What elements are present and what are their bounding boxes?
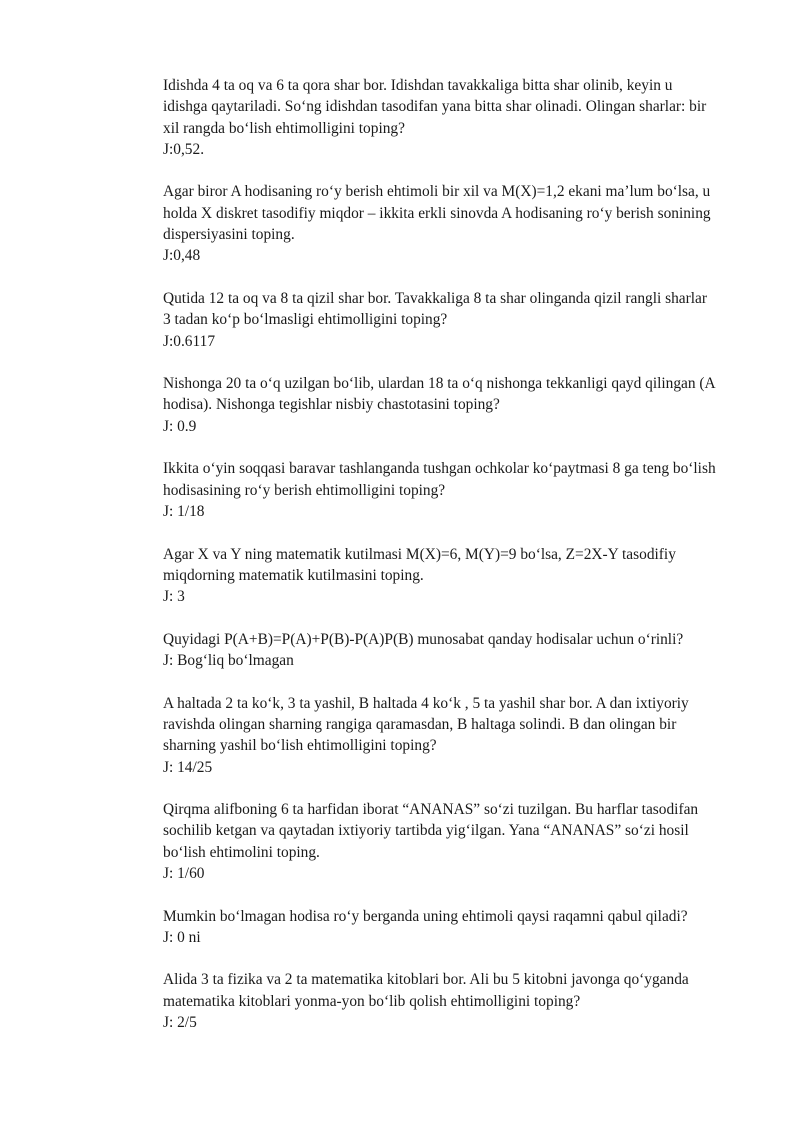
question-text: Mumkin bo‘lmagan hodisa ro‘y berganda uning ehtimoli qaysi raqamni qabul qiladi? xyxy=(163,907,688,925)
question-item-10 xyxy=(163,906,753,949)
question-text: A haltada 2 ta ko‘k, 3 ta yashil, B haltada 4 ko‘k , 5 ta yashil shar bor. A dan ixtiyoriy ravishda olingan sharning rangiga qaramasdan, B haltaga solindi. B dan olingan bir sharning yashil bo‘lish ehtimolligini toping? xyxy=(163,694,689,755)
question-item-8 xyxy=(163,693,753,778)
answer-text: J: 2/5 xyxy=(163,1014,197,1032)
question-item-4 xyxy=(163,373,753,437)
answer-text: J: 0 ni xyxy=(163,928,201,946)
question-item-6 xyxy=(163,544,753,608)
question-text: Alida 3 ta fizika va 2 ta matematika kitoblari bor. Ali bu 5 kitobni javonga qo‘yganda matematika kitoblari yonma-yon bo‘lib qolish ehtimolligini toping? xyxy=(163,971,689,1010)
question-text: Quyidagi P(A+B)=P(A)+P(B)-P(A)P(B) munosabat qanday hodisalar uchun o‘rinli? xyxy=(163,630,684,648)
question-text: Agar biror A hodisaning ro‘y berish ehtimoli bir xil va M(X)=1,2 ekani ma’lum bo‘lsa, u holda X diskret tasodifiy miqdor – ikkita erkli sinovda A hodisaning ro‘y berish sonining dispersiyasini toping. xyxy=(163,183,711,244)
answer-text: J: 0.9 xyxy=(163,417,197,435)
question-item-1 xyxy=(163,75,753,160)
document-page xyxy=(163,75,753,1055)
question-item-11 xyxy=(163,969,753,1033)
question-text: Nishonga 20 ta o‘q uzilgan bo‘lib, ulardan 18 ta o‘q nishonga tekkanligi qayd qilingan (A hodisa). Nishonga tegishlar nisbiy chastotasini toping? xyxy=(163,375,716,414)
question-item-5 xyxy=(163,458,753,522)
question-item-3 xyxy=(163,288,753,352)
question-item-2 xyxy=(163,181,753,266)
answer-text: J:0,52. xyxy=(163,140,205,158)
answer-text: J:0.6117 xyxy=(163,332,216,350)
answer-text: J: 14/25 xyxy=(163,758,213,776)
question-item-9 xyxy=(163,799,753,884)
question-text: Qirqma alifboning 6 ta harfidan iborat “ANANAS” so‘zi tuzilgan. Bu harflar tasodifan sochilib ketgan va qaytadan ixtiyoriy tartibda yig‘ilgan. Yana “ANANAS” so‘zi hosil bo‘lish ehtimolini toping. xyxy=(163,801,699,861)
question-text: Qutida 12 ta oq va 8 ta qizil shar bor. Tavakkaliga 8 ta shar olinganda qizil rangli sharlar 3 tadan ko‘p bo‘lmasligi ehtimolligini toping? xyxy=(163,289,707,329)
answer-text: J: 1/60 xyxy=(163,864,205,882)
question-item-7 xyxy=(163,629,753,672)
question-text: Idishda 4 ta oq va 6 ta qora shar bor. Idishdan tavakkaliga bitta shar olinib, keyin u idishga qaytariladi. So‘ng idishdan tasodifan yana bitta shar olinadi. Olingan sharlar: bir xil rangda bo‘lish ehtimolligini toping? xyxy=(163,77,707,137)
answer-text: J: 3 xyxy=(163,588,185,606)
question-text: Ikkita o‘yin soqqasi baravar tashlanganda tushgan ochkolar ko‘paytmasi 8 ga teng bo‘lish hodisasining ro‘y berish ehtimolligini toping? xyxy=(163,460,716,499)
answer-text: J: 1/18 xyxy=(163,502,205,520)
answer-text: J: Bog‘liq bo‘lmagan xyxy=(163,652,294,670)
question-text: Agar X va Y ning matematik kutilmasi M(X)=6, M(Y)=9 bo‘lsa, Z=2X-Y tasodifiy miqdorning matematik kutilmasini toping. xyxy=(163,545,676,584)
answer-text: J:0,48 xyxy=(163,247,201,265)
